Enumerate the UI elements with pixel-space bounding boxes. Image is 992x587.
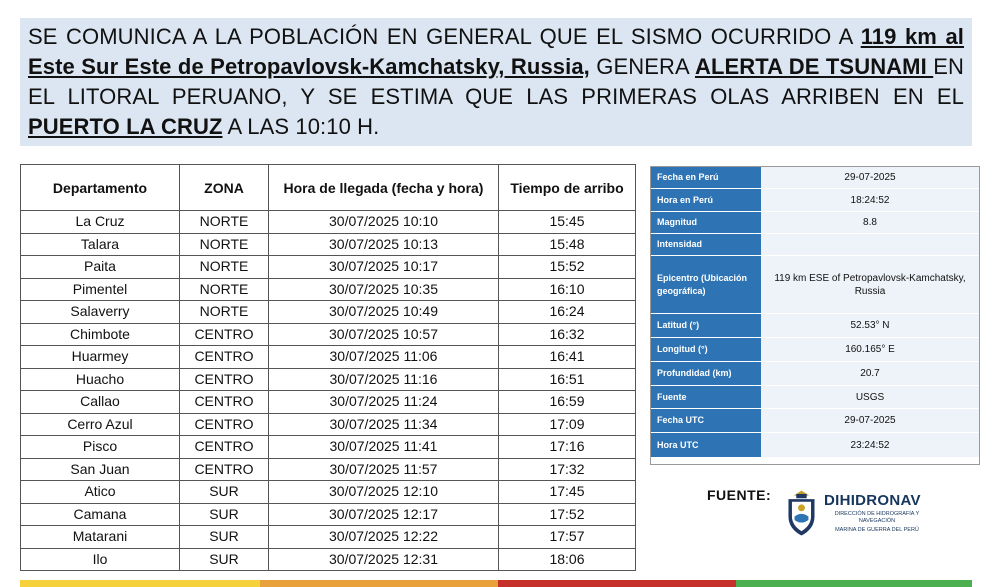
hora-llegada-cell: 30/07/2025 10:35	[269, 278, 499, 301]
info-key: Epicentro (Ubicación geográfica)	[651, 256, 761, 314]
departamento-cell: Paita	[21, 256, 180, 279]
info-key: Hora en Perú	[651, 189, 761, 212]
logo-name: DIHIDRONAV	[823, 492, 921, 509]
zona-cell: SUR	[180, 548, 269, 571]
info-key: Hora UTC	[651, 433, 761, 458]
zona-cell: CENTRO	[180, 413, 269, 436]
zona-cell: NORTE	[180, 256, 269, 279]
departamento-cell: Callao	[21, 391, 180, 414]
table-row	[21, 278, 636, 301]
notice-alert: ALERTA DE TSUNAMI	[694, 54, 934, 79]
info-value: 160.165° E	[761, 338, 979, 362]
info-value	[761, 234, 979, 256]
table-row	[21, 301, 636, 324]
info-row	[651, 167, 979, 189]
departamento-cell: Atico	[21, 481, 180, 504]
table-row	[21, 323, 636, 346]
tiempo-arribo-cell: 15:45	[499, 211, 636, 234]
notice-text-4: A LAS 10:10 H.	[222, 114, 380, 139]
info-key: Profundidad (km)	[651, 362, 761, 386]
info-value: USGS	[761, 386, 979, 409]
table-row	[21, 526, 636, 549]
logo-subtitle-2: MARINA DE GUERRA DEL PERÚ	[835, 527, 919, 533]
hora-llegada-cell: 30/07/2025 12:22	[269, 526, 499, 549]
earthquake-info-panel	[650, 166, 980, 465]
table-row	[21, 548, 636, 571]
departamento-cell: Camana	[21, 503, 180, 526]
hora-llegada-cell: 30/07/2025 11:06	[269, 346, 499, 369]
departamento-cell: Cerro Azul	[21, 413, 180, 436]
info-key: Fecha UTC	[651, 409, 761, 433]
info-row	[651, 386, 979, 409]
zona-cell: SUR	[180, 503, 269, 526]
table-row	[21, 413, 636, 436]
notice-text-1: SE COMUNICA A LA POBLACIÓN EN GENERAL QUE EL SISMO OCURRIDO A	[28, 24, 861, 49]
hora-llegada-cell: 30/07/2025 11:57	[269, 458, 499, 481]
tiempo-arribo-cell: 17:16	[499, 436, 636, 459]
info-value: 119 km ESE of Petropavlovsk-Kamchatsky, Russia	[761, 256, 979, 314]
zona-cell: CENTRO	[180, 436, 269, 459]
table-row	[21, 368, 636, 391]
tsunami-notice-banner	[20, 18, 972, 146]
table-row	[21, 346, 636, 369]
tiempo-arribo-cell: 17:52	[499, 503, 636, 526]
table-row	[21, 481, 636, 504]
zona-cell: CENTRO	[180, 458, 269, 481]
notice-text-2: GENERA	[589, 54, 695, 79]
departamento-cell: La Cruz	[21, 211, 180, 234]
info-value: 23:24:52	[761, 433, 979, 458]
tiempo-arribo-cell: 16:32	[499, 323, 636, 346]
hora-llegada-cell: 30/07/2025 10:57	[269, 323, 499, 346]
tiempo-arribo-cell: 17:45	[499, 481, 636, 504]
departamento-cell: San Juan	[21, 458, 180, 481]
departamento-cell: Pisco	[21, 436, 180, 459]
hora-llegada-cell: 30/07/2025 11:24	[269, 391, 499, 414]
header-tiempo-arribo: Tiempo de arribo	[499, 165, 636, 211]
hora-llegada-cell: 30/07/2025 10:17	[269, 256, 499, 279]
hora-llegada-cell: 30/07/2025 12:31	[269, 548, 499, 571]
tiempo-arribo-cell: 18:06	[499, 548, 636, 571]
zona-cell: CENTRO	[180, 391, 269, 414]
tiempo-arribo-cell: 16:24	[499, 301, 636, 324]
info-key: Fuente	[651, 386, 761, 409]
info-key: Fecha en Perú	[651, 167, 761, 189]
table-row	[21, 436, 636, 459]
hora-llegada-cell: 30/07/2025 11:16	[269, 368, 499, 391]
table-row	[21, 233, 636, 256]
table-row	[21, 211, 636, 234]
arrival-times-table	[20, 164, 636, 571]
header-hora-llegada: Hora de llegada (fecha y hora)	[269, 165, 499, 211]
departamento-cell: Talara	[21, 233, 180, 256]
zona-cell: NORTE	[180, 278, 269, 301]
info-row	[651, 314, 979, 338]
color-bar-segment	[736, 580, 972, 587]
departamento-cell: Ilo	[21, 548, 180, 571]
color-bar-segment	[498, 580, 736, 587]
tiempo-arribo-cell: 16:59	[499, 391, 636, 414]
info-row	[651, 409, 979, 433]
zona-cell: SUR	[180, 481, 269, 504]
hora-llegada-cell: 30/07/2025 10:10	[269, 211, 499, 234]
info-row	[651, 338, 979, 362]
tiempo-arribo-cell: 16:41	[499, 346, 636, 369]
tiempo-arribo-cell: 15:48	[499, 233, 636, 256]
hora-llegada-cell: 30/07/2025 12:17	[269, 503, 499, 526]
info-value: 52.53° N	[761, 314, 979, 338]
info-row	[651, 212, 979, 234]
zona-cell: CENTRO	[180, 368, 269, 391]
zona-cell: NORTE	[180, 211, 269, 234]
header-departamento: Departamento	[21, 165, 180, 211]
info-row	[651, 433, 979, 458]
info-value: 18:24:52	[761, 189, 979, 212]
info-row	[651, 256, 979, 314]
header-zona: ZONA	[180, 165, 269, 211]
table-row	[21, 391, 636, 414]
source-label: FUENTE:	[707, 487, 772, 503]
info-row	[651, 234, 979, 256]
info-row	[651, 362, 979, 386]
navy-shield-emblem-icon	[785, 485, 818, 541]
hora-llegada-cell: 30/07/2025 11:34	[269, 413, 499, 436]
departamento-cell: Matarani	[21, 526, 180, 549]
departamento-cell: Salaverry	[21, 301, 180, 324]
info-key: Intensidad	[651, 234, 761, 256]
info-key: Magnitud	[651, 212, 761, 234]
logo-subtitle-1: DIRECCIÓN DE HIDROGRAFÍA Y NAVEGACIÓN	[834, 511, 920, 524]
tiempo-arribo-cell: 17:32	[499, 458, 636, 481]
hora-llegada-cell: 30/07/2025 11:41	[269, 436, 499, 459]
info-row	[651, 189, 979, 212]
notice-epicenter: 119 km al Este Sur Este de Petropavlovsk-Kamchatsky, Russia,	[28, 24, 965, 79]
tiempo-arribo-cell: 17:57	[499, 526, 636, 549]
info-value: 29-07-2025	[761, 409, 979, 433]
zona-cell: CENTRO	[180, 323, 269, 346]
notice-port: PUERTO LA CRUZ	[28, 114, 223, 139]
notice-text-3: EN EL LITORAL PERUANO, Y SE ESTIMA QUE LAS PRIMERAS OLAS ARRIBEN EN EL	[28, 54, 964, 109]
info-value: 29-07-2025	[761, 167, 979, 189]
info-key: Latitud (°)	[651, 314, 761, 338]
zona-cell: NORTE	[180, 233, 269, 256]
color-bar-segment	[260, 580, 498, 587]
table-row	[21, 503, 636, 526]
info-value: 20.7	[761, 362, 979, 386]
tiempo-arribo-cell: 17:09	[499, 413, 636, 436]
tiempo-arribo-cell: 16:10	[499, 278, 636, 301]
dihidronav-logo	[785, 485, 930, 541]
table-row	[21, 458, 636, 481]
departamento-cell: Huacho	[21, 368, 180, 391]
zona-cell: CENTRO	[180, 346, 269, 369]
hora-llegada-cell: 30/07/2025 10:49	[269, 301, 499, 324]
departamento-cell: Pimentel	[21, 278, 180, 301]
bottom-color-bar	[20, 580, 972, 587]
table-row	[21, 256, 636, 279]
hora-llegada-cell: 30/07/2025 10:13	[269, 233, 499, 256]
color-bar-segment	[20, 580, 260, 587]
info-value: 8.8	[761, 212, 979, 234]
zona-cell: NORTE	[180, 301, 269, 324]
departamento-cell: Chimbote	[21, 323, 180, 346]
table-header-row	[21, 165, 636, 211]
hora-llegada-cell: 30/07/2025 12:10	[269, 481, 499, 504]
tiempo-arribo-cell: 16:51	[499, 368, 636, 391]
tiempo-arribo-cell: 15:52	[499, 256, 636, 279]
info-key: Longitud (°)	[651, 338, 761, 362]
zona-cell: SUR	[180, 526, 269, 549]
departamento-cell: Huarmey	[21, 346, 180, 369]
